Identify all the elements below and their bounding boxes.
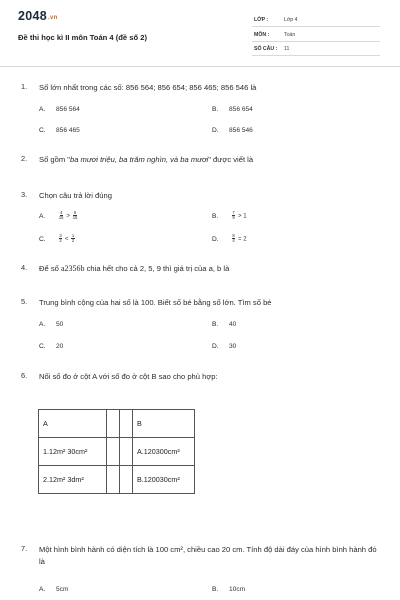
question-text bbox=[39, 154, 379, 166]
denominator: 15 bbox=[58, 215, 64, 221]
option-letter: B. bbox=[212, 586, 219, 593]
exam-title: Đề thi học kì II môn Toán 4 (đề số 2) bbox=[18, 33, 147, 42]
option-text: 40 bbox=[229, 321, 237, 328]
header-divider bbox=[0, 66, 400, 67]
option-d[interactable] bbox=[212, 343, 236, 350]
option-c[interactable] bbox=[39, 234, 76, 244]
matching-table bbox=[38, 409, 195, 494]
option-b[interactable] bbox=[212, 211, 247, 221]
option-letter: A. bbox=[39, 106, 46, 113]
numerator: 4 bbox=[60, 210, 63, 215]
denominator: 4 bbox=[232, 238, 235, 244]
option-a[interactable] bbox=[39, 211, 78, 221]
site-logo[interactable] bbox=[18, 9, 58, 23]
column-b-header: B bbox=[133, 410, 195, 438]
question-text: Chọn câu trả lời đúng bbox=[39, 191, 112, 200]
comparison-operator: = 2 bbox=[238, 236, 247, 243]
question-number: 6. bbox=[21, 371, 28, 380]
match-slot[interactable] bbox=[107, 466, 120, 494]
meta-class-value: Lớp 4 bbox=[284, 17, 298, 23]
option-letter: D. bbox=[212, 127, 219, 134]
comparison-operator: > bbox=[66, 213, 70, 220]
option-d[interactable] bbox=[212, 127, 253, 134]
fraction bbox=[71, 234, 74, 244]
column-b-cell[interactable]: A.120300cm² bbox=[133, 438, 195, 466]
option-b[interactable] bbox=[212, 586, 245, 593]
denominator: 2 bbox=[71, 238, 75, 244]
option-letter: A. bbox=[39, 586, 46, 593]
option-text: 5cm bbox=[56, 586, 69, 593]
option-a[interactable] bbox=[39, 321, 63, 328]
option-text: 856 465 bbox=[56, 127, 80, 134]
question-text-pre: Số gồm " bbox=[39, 155, 70, 164]
table-row bbox=[39, 438, 195, 466]
comparison-operator: > 1 bbox=[238, 213, 247, 220]
meta-count-key: SỐ CÂU : bbox=[254, 46, 278, 52]
denominator: 15 bbox=[72, 215, 78, 221]
option-text: 50 bbox=[56, 321, 64, 328]
fraction bbox=[73, 211, 78, 221]
option-letter: D. bbox=[212, 343, 219, 350]
question-number: 5. bbox=[21, 297, 28, 306]
exam-header bbox=[0, 0, 400, 68]
option-text: 856 564 bbox=[56, 106, 80, 113]
question-number: 7. bbox=[21, 544, 28, 553]
option-letter: C. bbox=[39, 343, 46, 350]
denominator: 2 bbox=[59, 238, 62, 244]
numerator: 3 bbox=[59, 233, 62, 238]
table-header-row bbox=[39, 410, 195, 438]
meta-subject-row bbox=[252, 30, 380, 42]
question-number: 3. bbox=[21, 190, 28, 199]
question-text-post: " được viết là bbox=[208, 155, 254, 164]
question-number: 1. bbox=[21, 82, 28, 91]
option-b[interactable] bbox=[212, 106, 253, 113]
question-text bbox=[39, 263, 379, 275]
option-letter: B. bbox=[212, 321, 219, 328]
question-text: Một hình bình hành có diện tích là 100 cm², chiều cao 20 cm. Tính độ dài đáy của hình bình hành đó là bbox=[39, 545, 377, 566]
question-number: 4. bbox=[21, 263, 28, 272]
option-letter: C. bbox=[39, 127, 46, 134]
option-c[interactable] bbox=[39, 127, 80, 134]
question-text-italic: ba mươi triệu, ba trăm nghìn, và ba mươi bbox=[69, 155, 209, 164]
option-letter: A. bbox=[39, 321, 46, 328]
question-text-post: chia hết cho cả 2, 5, 9 thì giá trị của a, b là bbox=[84, 264, 230, 273]
column-a-cell[interactable]: 1.12m² 30cm² bbox=[39, 438, 107, 466]
option-letter: B. bbox=[212, 212, 219, 220]
denominator: 9 bbox=[232, 215, 235, 221]
fraction bbox=[232, 234, 235, 244]
comparison-operator: < bbox=[65, 236, 69, 243]
option-letter: A. bbox=[39, 212, 46, 220]
column-a-cell[interactable]: 2.12m² 3dm² bbox=[39, 466, 107, 494]
match-slot[interactable] bbox=[107, 410, 120, 438]
question-text: Trung bình cộng của hai số là 100. Biết số bé bằng số lớn. Tìm số bé bbox=[39, 298, 272, 307]
numerator: 8 bbox=[232, 233, 235, 238]
fraction bbox=[59, 234, 62, 244]
column-b-cell[interactable]: B.120030cm² bbox=[133, 466, 195, 494]
match-slot[interactable] bbox=[120, 438, 133, 466]
match-slot[interactable] bbox=[120, 410, 133, 438]
numerator: 1 bbox=[71, 233, 75, 238]
fraction bbox=[232, 211, 235, 221]
numerator: 7 bbox=[232, 210, 235, 215]
fraction bbox=[59, 211, 64, 221]
logo-tld: .vn bbox=[48, 15, 58, 21]
match-slot[interactable] bbox=[107, 438, 120, 466]
option-c[interactable] bbox=[39, 343, 63, 350]
meta-subject-value: Toán bbox=[284, 32, 296, 38]
match-slot[interactable] bbox=[120, 466, 133, 494]
question-text: Số lớn nhất trong các số: 856 564; 856 654; 856 465; 856 546 là bbox=[39, 83, 257, 92]
option-letter: C. bbox=[39, 235, 46, 243]
meta-class-key: LỚP : bbox=[254, 17, 269, 23]
numerator: 6 bbox=[73, 210, 77, 215]
option-letter: D. bbox=[212, 235, 219, 243]
table-row bbox=[39, 466, 195, 494]
option-d[interactable] bbox=[212, 234, 247, 244]
option-a[interactable] bbox=[39, 586, 68, 593]
meta-count-row bbox=[252, 44, 380, 56]
meta-subject-key: MÔN : bbox=[254, 32, 270, 38]
option-text: 856 654 bbox=[229, 106, 253, 113]
option-text: 20 bbox=[56, 343, 64, 350]
option-text: 10cm bbox=[229, 586, 246, 593]
option-text: 30 bbox=[229, 343, 237, 350]
column-a-header: A bbox=[39, 410, 107, 438]
question-number: 2. bbox=[21, 154, 28, 163]
question-text-variable: a2356b bbox=[60, 264, 85, 273]
option-text: 856 546 bbox=[229, 127, 253, 134]
meta-class-row bbox=[252, 15, 380, 27]
logo-text: 2048 bbox=[18, 9, 48, 23]
option-b[interactable] bbox=[212, 321, 236, 328]
option-a[interactable] bbox=[39, 106, 80, 113]
question-text: Nối số đo ở cột A với số đo ở cột B sao cho phù hợp: bbox=[39, 372, 218, 381]
question-text-pre: Để số bbox=[39, 264, 61, 273]
option-letter: B. bbox=[212, 106, 219, 113]
meta-count-value: 11 bbox=[284, 46, 290, 52]
